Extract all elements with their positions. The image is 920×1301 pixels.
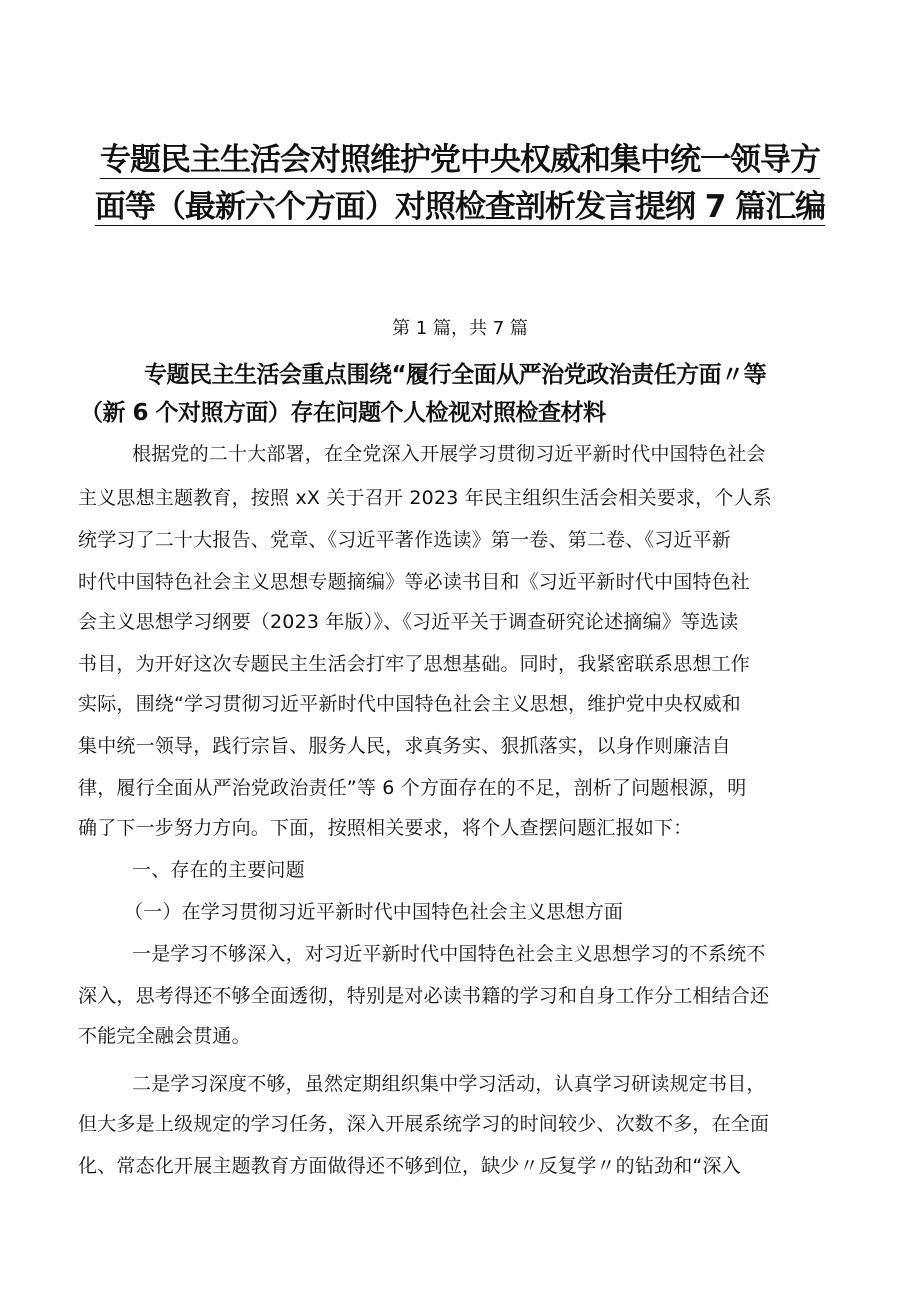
subtitle-line-1: 专题民主生活会重点围绕“履行全面从严治党政治责任方面〃等 [144, 362, 767, 388]
body-line: 确了下一步努力方向。下面，按照相关要求，将个人查摆问题汇报如下： [78, 817, 693, 839]
subtitle-line-2: （新 6 个对照方面）存在问题个人检视对照检查材料 [80, 400, 606, 426]
body-line: 会主义思想学习纲要（2023 年版）》、《习近平关于调查研究论述摘编》等选读 [78, 611, 739, 633]
body-line: 实际，围绕“学习贯彻习近平新时代中国特色社会主义思想，维护党中央权威和 [78, 693, 741, 715]
body-line: 律，履行全面从严治党政治责任”等 6 个方面存在的不足，剖析了问题根源，明 [78, 777, 747, 799]
body-line: 书目，为开好这次专题民主生活会打牢了思想基础。同时，我紧密联系思想工作 [78, 653, 751, 675]
body-line: 时代中国特色社会主义思想专题摘编》等必读书目和《习近平新时代中国特色社 [78, 571, 751, 593]
document-title-line-1: 专题民主生活会对照维护党中央权威和集中统一领导方 [100, 142, 820, 178]
part-label: 第 1 篇，共 7 篇 [392, 318, 528, 339]
body-line: 根据党的二十大部署，在全党深入开展学习贯彻习近平新时代中国特色社会 [132, 443, 766, 465]
document-title-line-2: 面等（最新六个方面）对照检查剖析发言提纲 7 篇汇编 [94, 189, 826, 225]
body-line: 不能完全融会贯通。 [78, 1025, 251, 1047]
section-heading: 一、存在的主要问题 [132, 859, 305, 881]
body-line: 统学习了二十大报告、党章、《习近平著作选读》第一卷、第二卷、《习近平新 [78, 529, 732, 551]
body-line: 一是学习不够深入，对习近平新时代中国特色社会主义思想学习的不系统不 [132, 943, 766, 965]
body-line: 集中统一领导，践行宗旨、服务人民，求真务实、狠抓落实，以身作则廉洁自 [78, 735, 731, 757]
body-line: 深入，思考得还不够全面透彻，特别是对必读书籍的学习和自身工作分工相结合还 [78, 985, 770, 1007]
body-line: 但大多是上级规定的学习任务，深入开展系统学习的时间较少、次数不多，在全面 [78, 1113, 770, 1135]
body-line: 化、常态化开展主题教育方面做得还不够到位，缺少〃反复学〃的钻劲和“深入 [78, 1155, 741, 1177]
body-line: 二是学习深度不够，虽然定期组织集中学习活动，认真学习研读规定书目， [132, 1073, 766, 1095]
subsection-heading: （一）在学习贯彻习近平新时代中国特色社会主义思想方面 [124, 901, 624, 923]
body-line: 主义思想主题教育，按照 xX 关于召开 2023 年民主组织生活会相关要求，个人系 [78, 487, 772, 509]
